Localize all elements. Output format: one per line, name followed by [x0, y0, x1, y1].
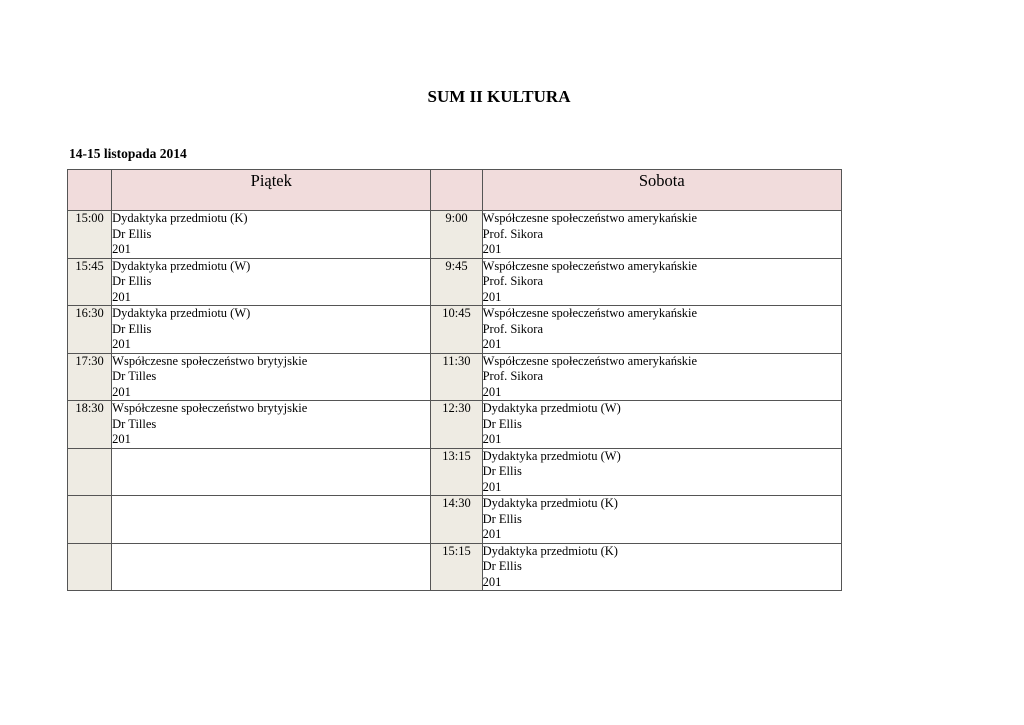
friday-class-cell [112, 306, 431, 354]
friday-class-cell [112, 448, 431, 496]
friday-class-cell [112, 211, 431, 259]
teacher-name: Dr Ellis [482, 511, 522, 526]
room-number: 201 [112, 432, 131, 446]
teacher-name: Prof. Sikora [482, 369, 543, 383]
teacher-name: Dr Ellis [112, 321, 152, 336]
room-number: 201 [482, 432, 502, 446]
saturday-time-cell: 13:15 [431, 448, 482, 496]
room-number: 201 [482, 337, 502, 351]
document-title: SUM II KULTURA [427, 87, 571, 106]
saturday-class-cell [482, 448, 841, 496]
course-name: Dydaktyka przedmiotu (K) [112, 211, 248, 225]
saturday-time-cell: 10:45 [431, 306, 482, 354]
course-name: Dydaktyka przedmiotu (W) [482, 448, 621, 463]
saturday-time-cell: 15:15 [431, 543, 482, 591]
friday-time-cell [68, 448, 112, 496]
saturday-class-cell [482, 353, 841, 401]
friday-class-cell [112, 401, 431, 449]
room-number: 201 [482, 289, 502, 304]
teacher-name: Dr Tilles [112, 416, 157, 431]
friday-time-cell [68, 543, 112, 591]
table-row [68, 353, 842, 401]
teacher-name: Dr Ellis [112, 226, 152, 241]
saturday-header: Sobota [482, 170, 841, 211]
date-heading: 14-15 listopada 2014 [69, 146, 187, 161]
friday-class-cell [112, 353, 431, 401]
course-name: Dydaktyka przedmiotu (W) [482, 401, 621, 415]
friday-time-cell: 15:45 [68, 258, 112, 306]
teacher-name: Prof. Sikora [482, 321, 543, 336]
friday-time-cell: 17:30 [68, 353, 112, 401]
room-number: 201 [482, 527, 502, 541]
table-row [68, 448, 842, 496]
friday-class-cell [112, 496, 431, 544]
course-name: Współczesne społeczeństwo amerykańskie [482, 306, 698, 320]
course-name: Dydaktyka przedmiotu (K) [482, 496, 618, 510]
saturday-class-cell [482, 258, 841, 306]
course-name: Współczesne społeczeństwo amerykańskie [482, 211, 698, 225]
teacher-name: Dr Ellis [112, 274, 152, 288]
schedule-table [67, 169, 842, 591]
saturday-time-cell: 14:30 [431, 496, 482, 544]
room-number: 201 [112, 242, 131, 256]
saturday-class-cell [482, 496, 841, 544]
saturday-class-cell [482, 543, 841, 591]
table-row [68, 306, 842, 354]
saturday-time-cell: 9:45 [431, 258, 482, 306]
course-name: Współczesne społeczeństwo amerykańskie [482, 353, 698, 368]
friday-time-cell: 18:30 [68, 401, 112, 449]
friday-time-cell: 15:00 [68, 211, 112, 259]
teacher-name: Dr Ellis [482, 464, 522, 478]
friday-time-cell: 16:30 [68, 306, 112, 354]
friday-class-cell [112, 543, 431, 591]
table-row [68, 258, 842, 306]
friday-class-cell [112, 258, 431, 306]
saturday-time-cell: 12:30 [431, 401, 482, 449]
room-number: 201 [482, 384, 502, 399]
room-number: 201 [112, 384, 131, 399]
table-row [68, 401, 842, 449]
teacher-name: Dr Ellis [482, 416, 522, 431]
table-row [68, 543, 842, 591]
table-header-row [68, 170, 842, 211]
saturday-class-cell [482, 401, 841, 449]
saturday-time-header [431, 170, 482, 211]
teacher-name: Dr Tilles [112, 369, 157, 383]
room-number: 201 [482, 242, 502, 256]
table-row [68, 211, 842, 259]
friday-time-header [68, 170, 112, 211]
friday-header: Piątek [112, 170, 431, 211]
room-number: 201 [482, 479, 502, 494]
schedule-body [68, 211, 842, 591]
course-name: Dydaktyka przedmiotu (W) [112, 306, 251, 320]
course-name: Dydaktyka przedmiotu (W) [112, 258, 251, 273]
room-number: 201 [112, 337, 131, 351]
course-name: Współczesne społeczeństwo brytyjskie [112, 353, 308, 368]
room-number: 201 [112, 289, 131, 304]
course-name: Dydaktyka przedmiotu (K) [482, 543, 618, 558]
course-name: Współczesne społeczeństwo amerykańskie [482, 258, 698, 273]
teacher-name: Prof. Sikora [482, 274, 543, 288]
course-name: Współczesne społeczeństwo brytyjskie [112, 401, 308, 415]
teacher-name: Dr Ellis [482, 559, 522, 573]
friday-time-cell [68, 496, 112, 544]
teacher-name: Prof. Sikora [482, 226, 543, 241]
saturday-class-cell [482, 211, 841, 259]
saturday-class-cell [482, 306, 841, 354]
saturday-time-cell: 9:00 [431, 211, 482, 259]
room-number: 201 [482, 574, 502, 589]
table-row [68, 496, 842, 544]
saturday-time-cell: 11:30 [431, 353, 482, 401]
